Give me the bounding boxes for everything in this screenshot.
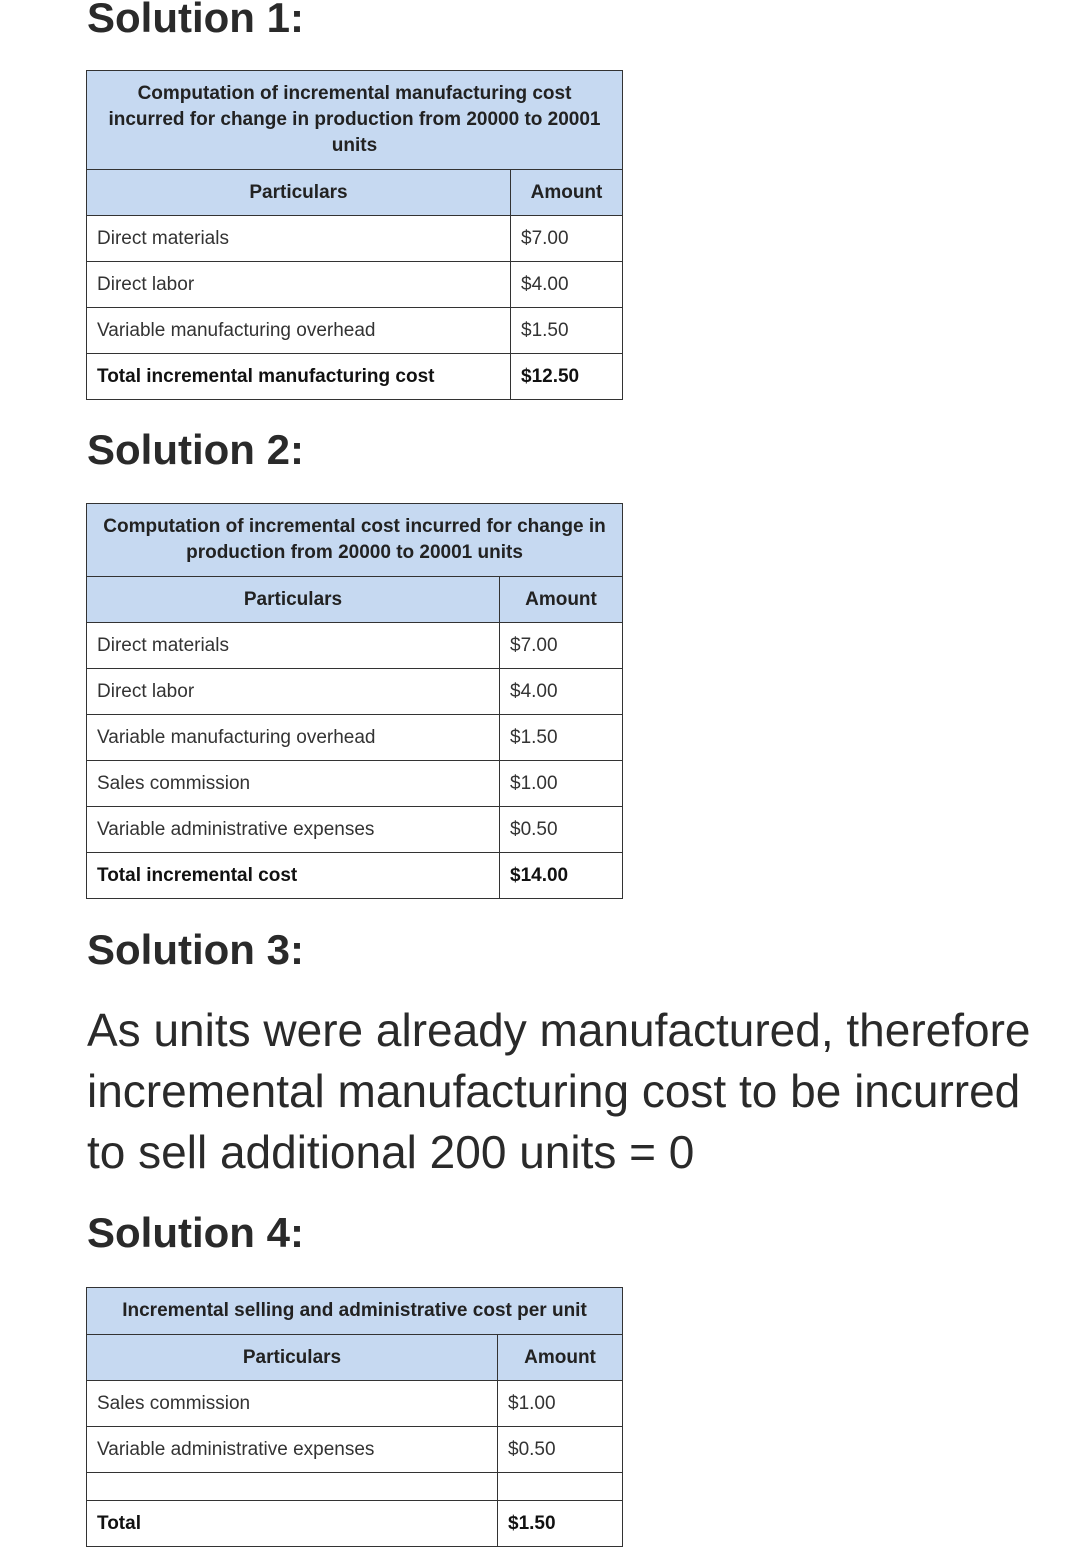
table-title-row xyxy=(87,1288,623,1335)
solution-2-table xyxy=(86,503,623,899)
row-amount: $4.00 xyxy=(500,669,623,715)
row-amount: $0.50 xyxy=(500,807,623,853)
table-row xyxy=(87,1381,623,1427)
blank-cell xyxy=(87,1473,498,1501)
column-header-amount: Amount xyxy=(498,1335,623,1381)
total-row xyxy=(87,354,623,400)
row-label: Direct labor xyxy=(87,669,500,715)
row-label: Direct materials xyxy=(87,216,511,262)
table-header-row xyxy=(87,170,623,216)
table-row xyxy=(87,1427,623,1473)
total-label: Total xyxy=(87,1501,498,1547)
row-label: Variable manufacturing overhead xyxy=(87,715,500,761)
table-title: Computation of incremental manufacturing cost incurred for change in production from 20000 to 20001 units xyxy=(87,71,623,170)
row-label: Direct materials xyxy=(87,623,500,669)
blank-cell xyxy=(498,1473,623,1501)
table-title: Computation of incremental cost incurred for change in production from 20000 to 20001 units xyxy=(87,504,623,577)
total-label: Total incremental manufacturing cost xyxy=(87,354,511,400)
row-label: Variable manufacturing overhead xyxy=(87,308,511,354)
table-title-row xyxy=(87,504,623,577)
solution-4-heading: Solution 4: xyxy=(87,1209,304,1256)
column-header-particulars: Particulars xyxy=(87,577,500,623)
solution-4-table xyxy=(86,1287,623,1547)
total-amount: $12.50 xyxy=(511,354,623,400)
total-label: Total incremental cost xyxy=(87,853,500,899)
row-label: Sales commission xyxy=(87,761,500,807)
row-amount: $7.00 xyxy=(511,216,623,262)
table-row xyxy=(87,807,623,853)
column-header-amount: Amount xyxy=(500,577,623,623)
table-row xyxy=(87,308,623,354)
table-row xyxy=(87,715,623,761)
solution-1-table xyxy=(86,70,623,400)
row-label: Sales commission xyxy=(87,1381,498,1427)
total-amount: $1.50 xyxy=(498,1501,623,1547)
row-amount: $7.00 xyxy=(500,623,623,669)
table-row xyxy=(87,669,623,715)
table-row xyxy=(87,623,623,669)
total-row xyxy=(87,1501,623,1547)
total-amount: $14.00 xyxy=(500,853,623,899)
table-row xyxy=(87,761,623,807)
table-header-row xyxy=(87,1335,623,1381)
row-amount: $1.00 xyxy=(498,1381,623,1427)
row-amount: $1.50 xyxy=(511,308,623,354)
table-row xyxy=(87,216,623,262)
solution-1-heading: Solution 1: xyxy=(87,0,304,41)
column-header-particulars: Particulars xyxy=(87,1335,498,1381)
solution-3-text: As units were already manufactured, therefore incremental manufacturing cost to be incurred to sell additional 200 units = 0 xyxy=(87,1004,1031,1178)
row-label: Variable administrative expenses xyxy=(87,1427,498,1473)
row-amount: $4.00 xyxy=(511,262,623,308)
row-amount: $1.00 xyxy=(500,761,623,807)
column-header-particulars: Particulars xyxy=(87,170,511,216)
row-label: Direct labor xyxy=(87,262,511,308)
solution-3-heading: Solution 3: xyxy=(87,926,304,973)
row-label: Variable administrative expenses xyxy=(87,807,500,853)
table-title: Incremental selling and administrative cost per unit xyxy=(87,1288,623,1335)
table-row xyxy=(87,262,623,308)
solution-2-heading: Solution 2: xyxy=(87,426,304,473)
total-row xyxy=(87,853,623,899)
table-header-row xyxy=(87,577,623,623)
table-title-row xyxy=(87,71,623,170)
row-amount: $0.50 xyxy=(498,1427,623,1473)
column-header-amount: Amount xyxy=(511,170,623,216)
row-amount: $1.50 xyxy=(500,715,623,761)
blank-row xyxy=(87,1473,623,1501)
